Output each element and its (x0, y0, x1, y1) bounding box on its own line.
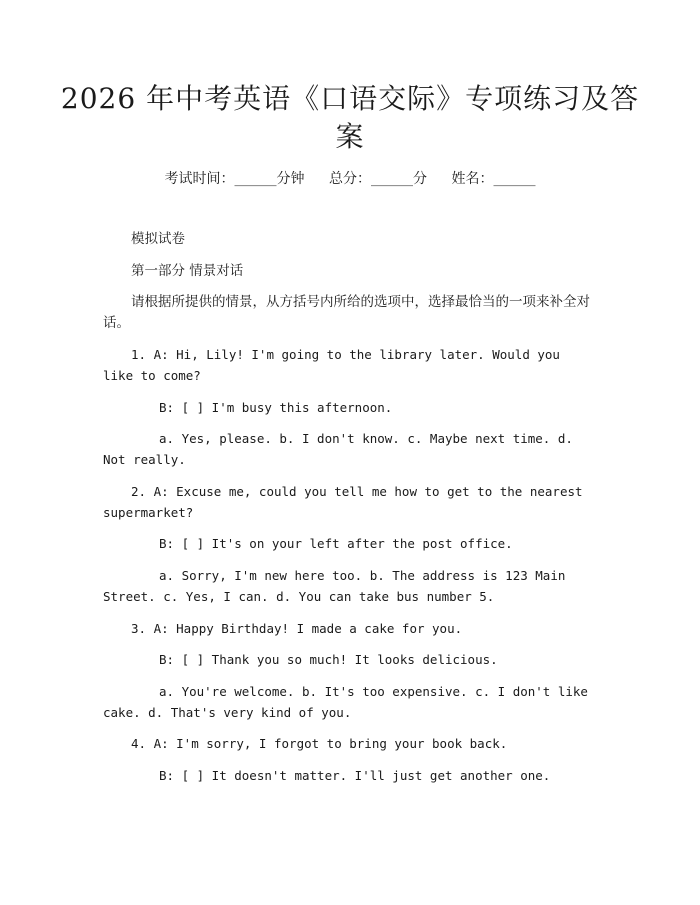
question-1-a: 1. A: Hi, Lily! I'm going to the library later. Would you like to come? (103, 347, 560, 383)
question-4-a: 4. A: I'm sorry, I forgot to bring your book back. (131, 736, 508, 751)
part-title: 第一部分 情景对话 (131, 263, 244, 279)
document-title-line2: 案 (335, 120, 365, 153)
exam-time: 考试时间：______分钟 (164, 171, 305, 187)
exam-score: 总分：______分 (329, 171, 427, 187)
question-3-options: a. You're welcome. b. It's too expensive. c. I don't like cake. d. That's very kind of you. (103, 684, 588, 720)
document-title-line1: 2026 年中考英语《口语交际》专项练习及答 (60, 82, 640, 115)
question-2-b: B: [ ] It's on your left after the post office. (159, 536, 513, 551)
question-2-a: 2. A: Excuse me, could you tell me how to get to the nearest supermarket? (103, 484, 583, 520)
question-2-options: a. Sorry, I'm new here too. b. The address is 123 Main Street. c. Yes, I can. d. You can take bus number 5. (103, 568, 566, 604)
question-3-a: 3. A: Happy Birthday! I made a cake for you. (131, 621, 463, 636)
instructions: 请根据所提供的情景，从方括号内所给的选项中，选择最恰当的一项来补全对话。 (103, 294, 590, 331)
question-1-b: B: [ ] I'm busy this afternoon. (159, 400, 393, 415)
question-3-b: B: [ ] Thank you so much! It looks delicious. (159, 652, 498, 667)
section-label: 模拟试卷 (131, 231, 185, 247)
question-1-options: a. Yes, please. b. I don't know. c. Maybe next time. d. Not really. (103, 431, 573, 467)
exam-meta (0, 168, 700, 188)
student-name: 姓名：______ (451, 171, 536, 187)
question-4-b: B: [ ] It doesn't matter. I'll just get another one. (159, 768, 551, 783)
